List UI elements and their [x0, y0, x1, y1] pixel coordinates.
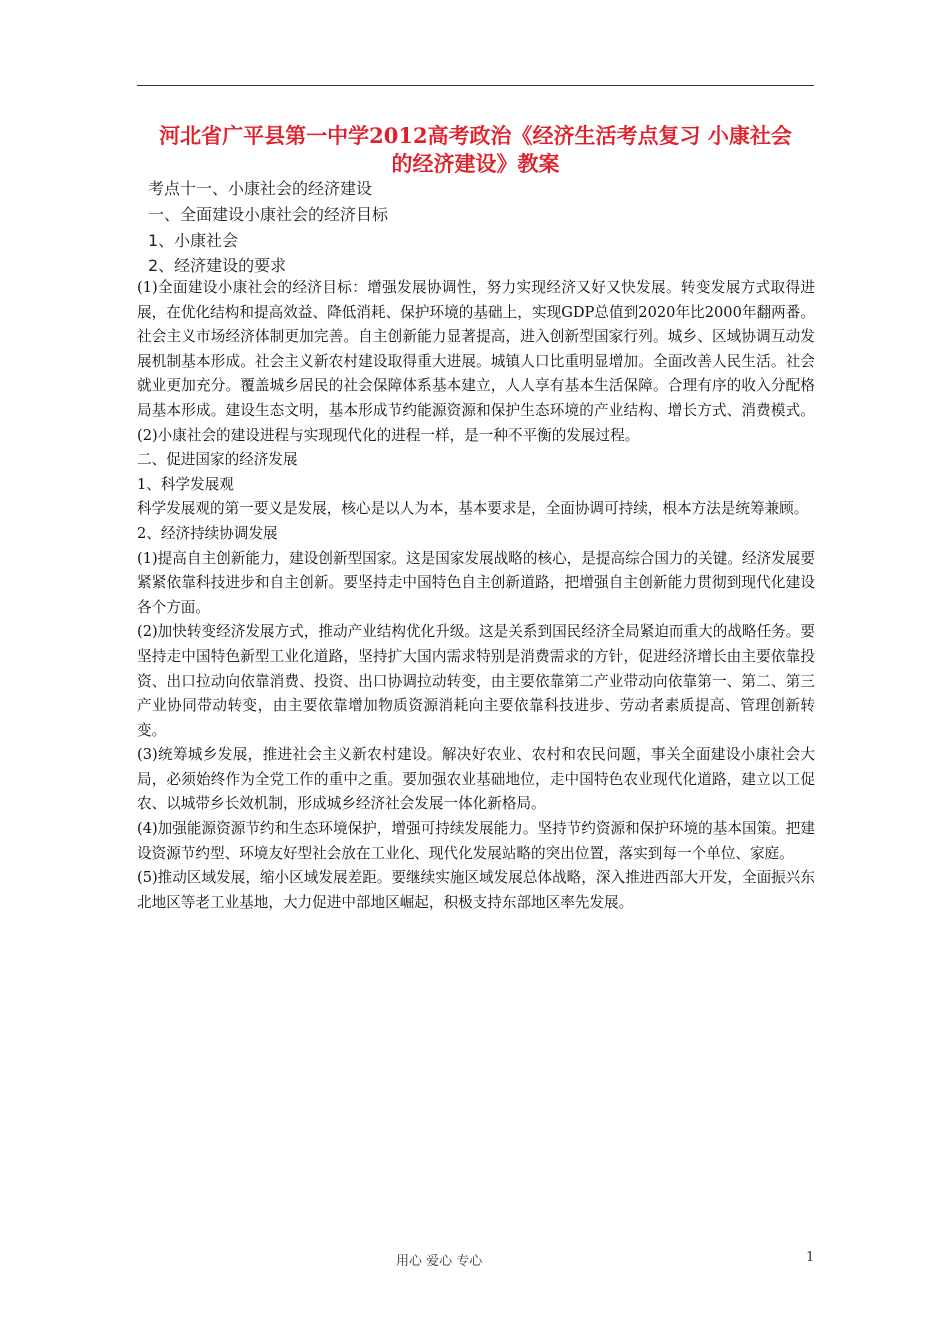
paragraph: (5)推动区域发展，缩小区域发展差距。要继续实施区域发展总体战略，深入推进西部大开发，全面振兴东北地区等老工业基地，大力促进中部地区崛起，积极支持东部地区率先发展。 [137, 869, 815, 911]
section-heading: 二、促进国家的经济发展 [137, 451, 298, 469]
header-rule [137, 85, 814, 86]
heading-topic: 考点十一、小康社会的经济建设 [148, 179, 373, 198]
paragraph: (3)统筹城乡发展，推进社会主义新农村建设。解决好农业、农村和农民问题，事关全面建设小康社会大局，必须始终作为全党工作的重中之重。要加强农业基础地位，走中国特色农业现代化道路，建立以工促农、以城带乡长效机制，形成城乡经济社会发展一体化新格局。 [137, 746, 815, 813]
paragraph: (1)提高自主创新能力，建设创新型国家。这是国家发展战略的核心，是提高综合国力的关键。经济发展要紧紧依靠科技进步和自主创新。要坚持走中国特色自主创新道路，把增强自主创新能力贯彻到现代化建设各个方面。 [137, 549, 815, 616]
page-footer: 用心 爱心 专心 [396, 1254, 483, 1269]
subheading: 1、科学发展观 [137, 475, 234, 493]
paragraph: 科学发展观的第一要义是发展，核心是以人为本，基本要求是，全面协调可持续，根本方法是统筹兼顾。 [137, 500, 809, 518]
heading-item-1: 1、小康社会 [148, 231, 239, 250]
document-title [137, 122, 814, 178]
paragraph: (2)加快转变经济发展方式，推动产业结构优化升级。这是关系到国民经济全局紧迫而重大的战略任务。要坚持走中国特色新型工业化道路，坚持扩大国内需求特别是消费需求的方针，促进经济增长由主要依靠投资、出口拉动向依靠消费、投资、出口协调拉动转变，由主要依靠第二产业带动向依靠第一、第二、第三产业协同带动转变，由主要依靠增加物质资源消耗向主要依靠科技进步、劳动者素质提高、管理创新转变。 [137, 623, 815, 739]
heading-section-1: 一、全面建设小康社会的经济目标 [148, 205, 389, 224]
paragraph: (4)加强能源资源节约和生态环境保护，增强可持续发展能力。坚持节约资源和保护环境的基本国策。把建设资源节约型、环境友好型社会放在工业化、现代化发展站略的突出位置，落实到每一个单位、家庭。 [137, 820, 815, 862]
title-line-2: 的经济建设》教案 [391, 151, 560, 176]
heading-item-2: 2、经济建设的要求 [148, 256, 287, 275]
document-body [137, 276, 815, 915]
page-number: 1 [806, 1250, 815, 1265]
subheading: 2、经济持续协调发展 [137, 524, 278, 542]
paragraph: (1)全面建设小康社会的经济目标：增强发展协调性，努力实现经济又好又快发展。转变发展方式取得进展，在优化结构和提高效益、降低消耗、保护环境的基础上，实现GDP总值到2020年比2000年翻两番。社会主义市场经济体制更加完善。自主创新能力显著提高，进入创新型国家行列。城乡、区域协调互动发展机制基本形成。社会主义新农村建设取得重大进展。城镇人口比重明显增加。全面改善人民生活。社会就业更加充分。覆盖城乡居民的社会保障体系基本建立，人人享有基本生活保障。合理有序的收入分配格局基本形成。建设生态文明，基本形成节约能源资源和保护生态环境的产业结构、增长方式、消费模式。(2)小康社会的建设进程与实现现代化的进程一样，是一种不平衡的发展过程。 [137, 279, 815, 444]
title-line-1: 河北省广平县第一中学2012高考政治《经济生活考点复习 小康社会 [159, 123, 792, 148]
